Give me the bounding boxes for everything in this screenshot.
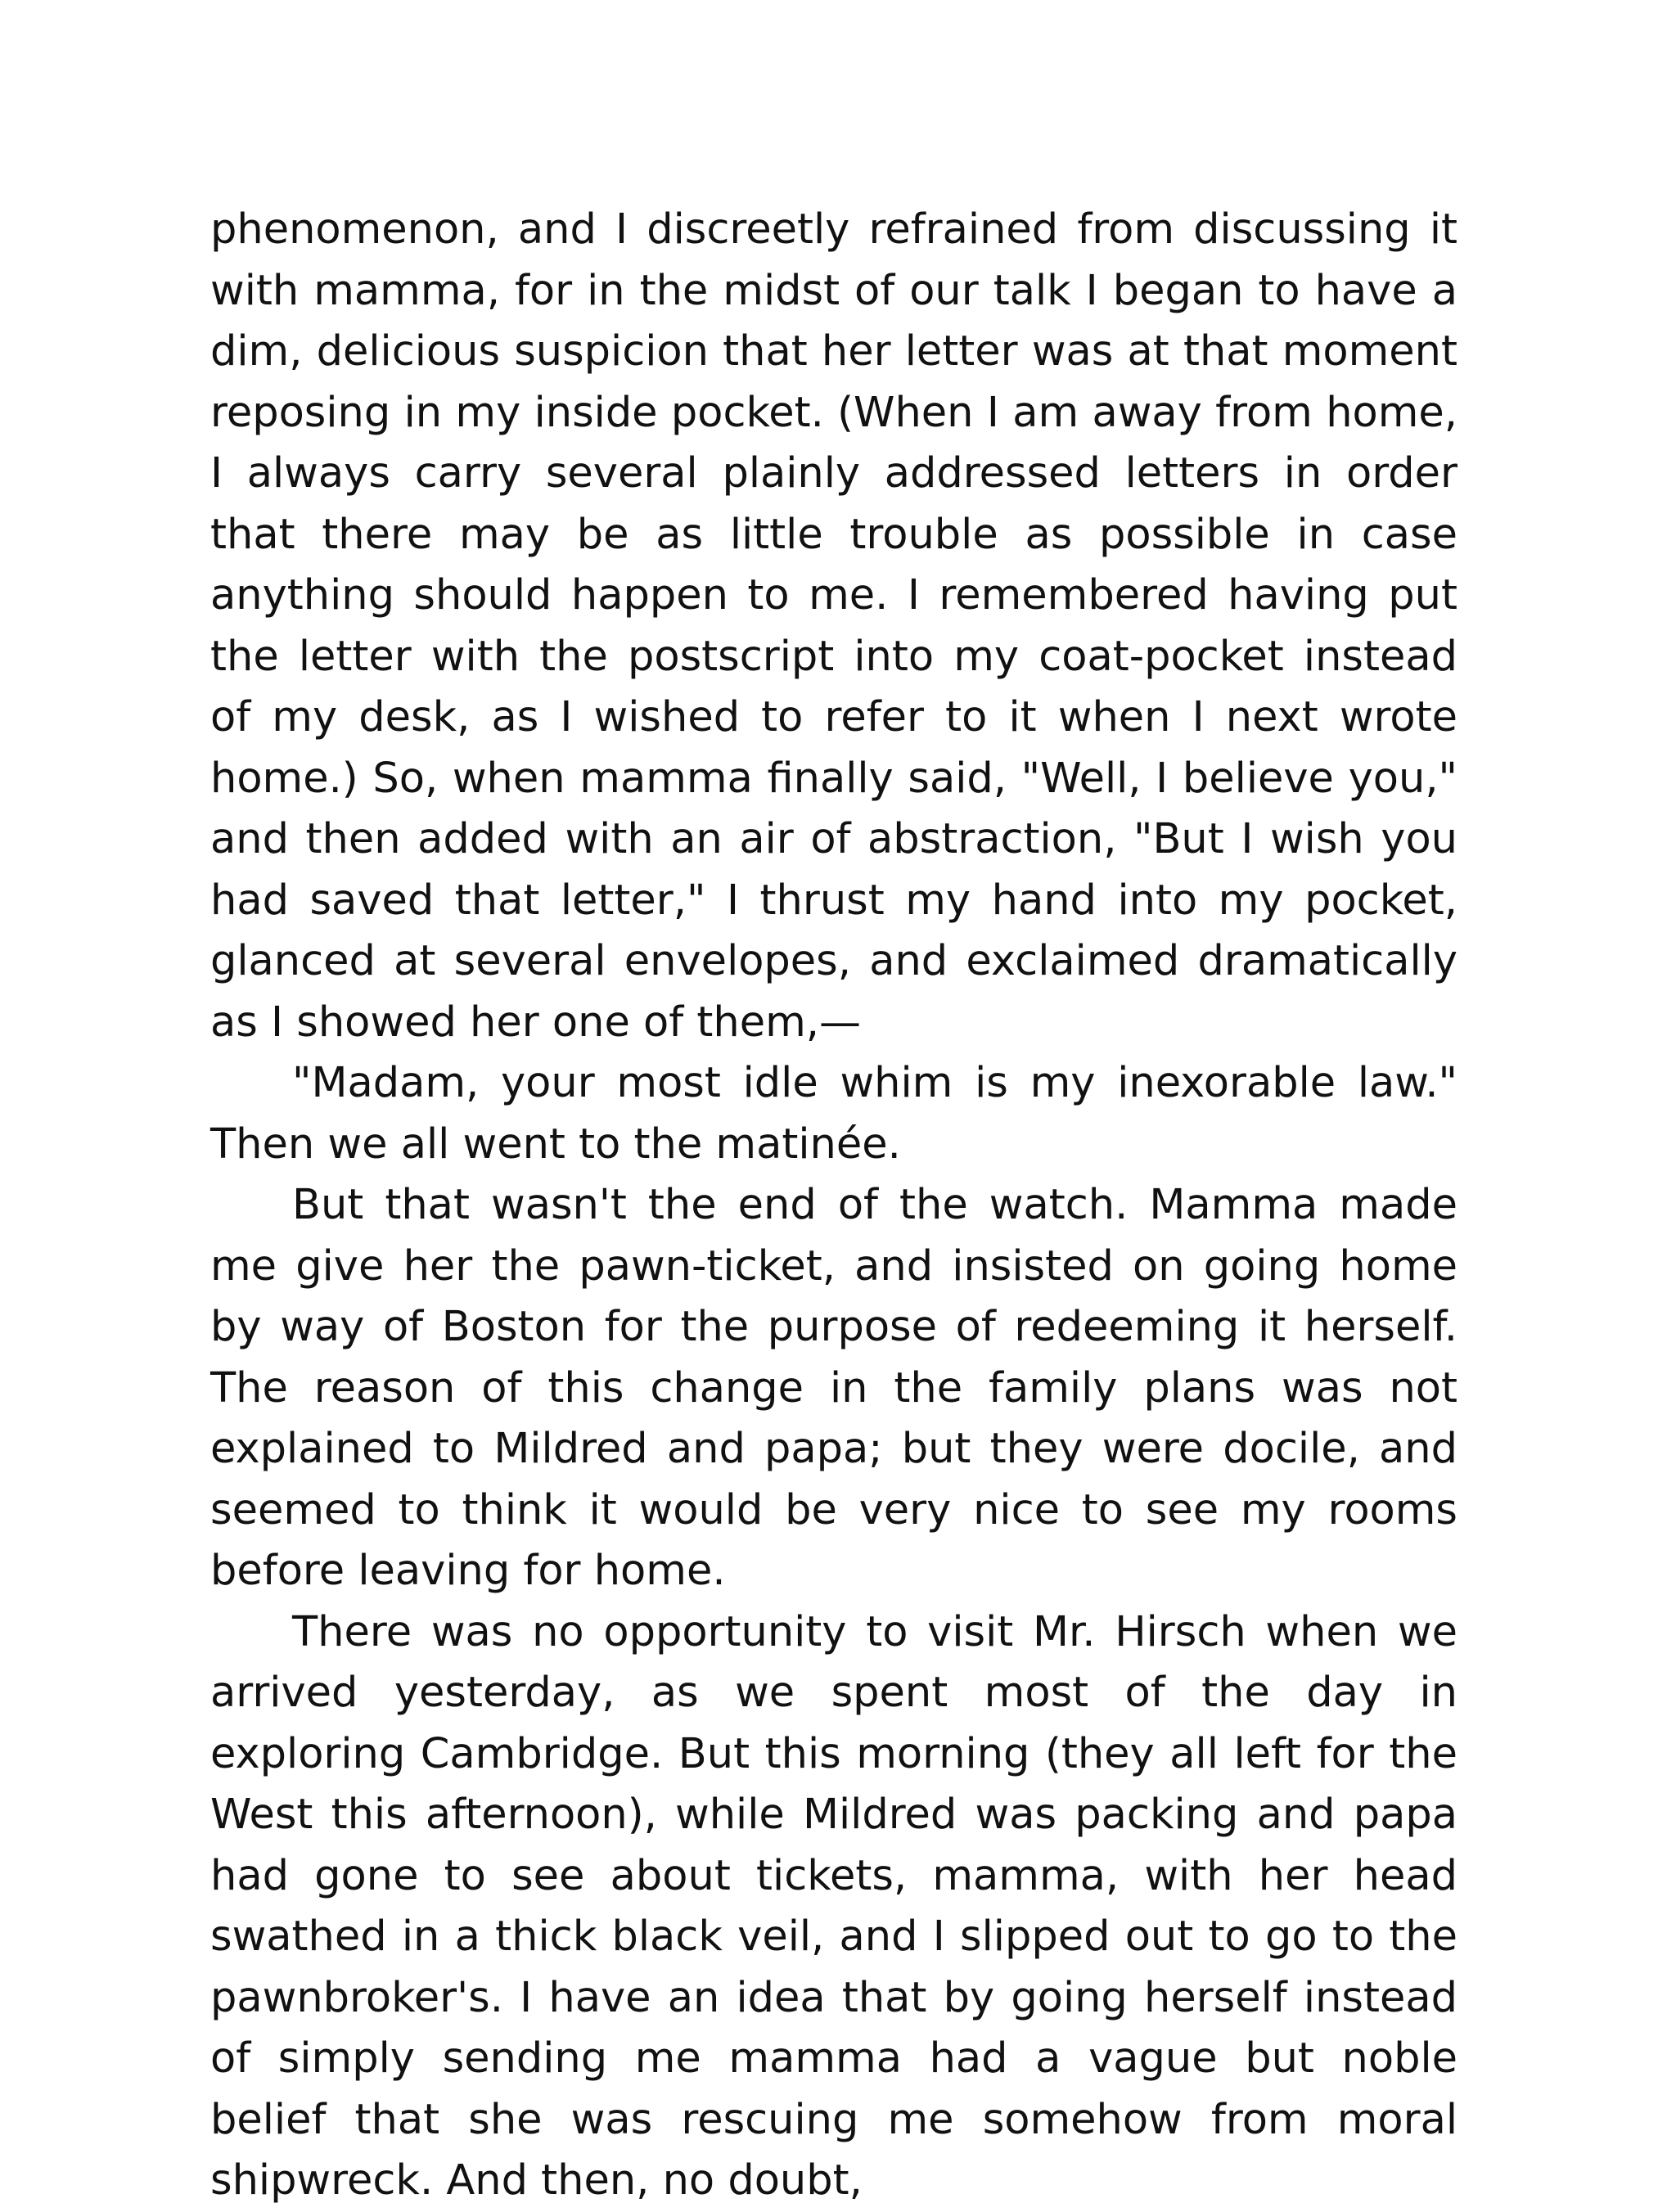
paragraph-3: But that wasn't the end of the watch. Mamma made me give her the pawn-ticket, and insisted on going home by way of Boston for the purpose of redeeming it herself. The reason of this change in the family plans was not explained to Mildred and papa; but they were docile, and seemed to think it would be very nice to see my rooms before leaving for home. <box>210 1181 1457 1595</box>
paragraph-4: There was no opportunity to visit Mr. Hirsch when we arrived yesterday, as we spent most of the day in exploring Cambridge. But this morning (they all left for the West this afternoon), while Mildred was packing and papa had gone to see about tickets, mamma, with her head swathed in a thick black veil, and I slipped out to go to the pawnbroker's. I have an idea that by going herself instead of simply sending me mamma had a vague but noble belief that she was rescuing me somehow from moral shipwreck. And then, no doubt, <box>210 1607 1457 2205</box>
paragraph-2: "Madam, your most idle whim is my inexorable law." Then we all went to the matinée. <box>210 1059 1457 1169</box>
body-text <box>210 200 1457 2212</box>
paragraph-1: phenomenon, and I discreetly refrained from discussing it with mamma, for in the midst of our talk I began to have a dim, delicious suspicion that her letter was at that moment reposing in my inside pocket. (When I am away from home, I always carry several plainly addressed letters in order that there may be as little trouble as possible in case anything should happen to me. I remembered having put the letter with the postscript into my coat-pocket instead of my desk, as I wished to refer to it when I next wrote home.) So, when mamma finally said, "Well, I believe you," and then added with an air of abstraction, "But I wish you had saved that letter," I thrust my hand into my pocket, glanced at several envelopes, and exclaimed dramatically as I showed her one of them,— <box>210 205 1457 1047</box>
